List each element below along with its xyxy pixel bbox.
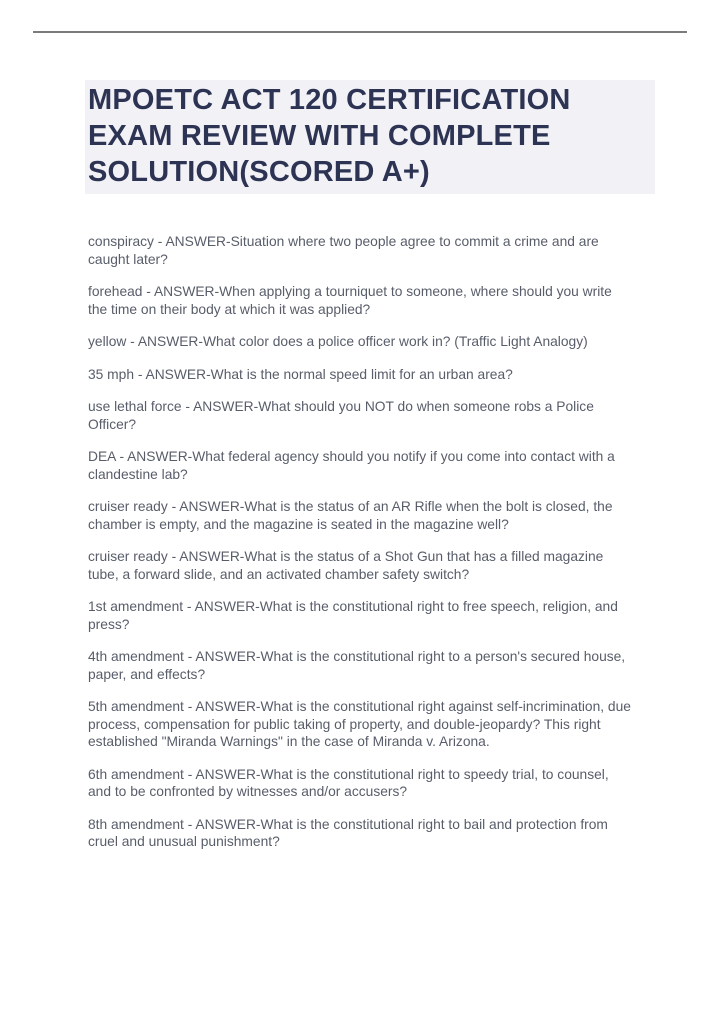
qa-item: DEA - ANSWER-What federal agency should you notify if you come into contact with a clandestine lab? [88,449,615,482]
qa-item: cruiser ready - ANSWER-What is the status of an AR Rifle when the bolt is closed, the chamber is empty, and the magazine is seated in the magazine well? [88,499,613,532]
qa-item: conspiracy - ANSWER-Situation where two people agree to commit a crime and are caught later? [88,234,599,267]
qa-item: use lethal force - ANSWER-What should you NOT do when someone robs a Police Officer? [88,399,594,432]
page-title: MPOETC ACT 120 CERTIFICATION EXAM REVIEW WITH COMPLETE SOLUTION(SCORED A+) [85,80,655,194]
qa-item: forehead - ANSWER-When applying a tourniquet to someone, where should you write the time on their body at which it was applied? [88,284,612,317]
qa-item: 1st amendment - ANSWER-What is the constitutional right to free speech, religion, and press? [88,599,618,632]
qa-item: yellow - ANSWER-What color does a police officer work in? (Traffic Light Analogy) [88,334,588,349]
top-divider [33,31,687,33]
qa-item: 6th amendment - ANSWER-What is the constitutional right to speedy trial, to counsel, and to be confronted by witnesses and/or accusers? [88,766,609,799]
qa-item: 35 mph - ANSWER-What is the normal speed limit for an urban area? [88,366,513,382]
qa-item: 5th amendment - ANSWER-What is the constitutional right against self-incrimination, due process, compensation for public taking of property, and double-jeopardy? This right established "Miranda Warnings" in the case of Miranda v. Arizona. [88,699,631,749]
qa-item: 8th amendment - ANSWER-What is the constitutional right to bail and protection from cruel and unusual punishment? [88,816,608,849]
qa-item: 4th amendment - ANSWER-What is the constitutional right to a person's secured house, paper, and effects? [88,649,626,682]
qa-item: cruiser ready - ANSWER-What is the status of a Shot Gun that has a filled magazine tube, a forward slide, and an activated chamber safety switch? [88,549,604,582]
qa-list [88,233,633,866]
